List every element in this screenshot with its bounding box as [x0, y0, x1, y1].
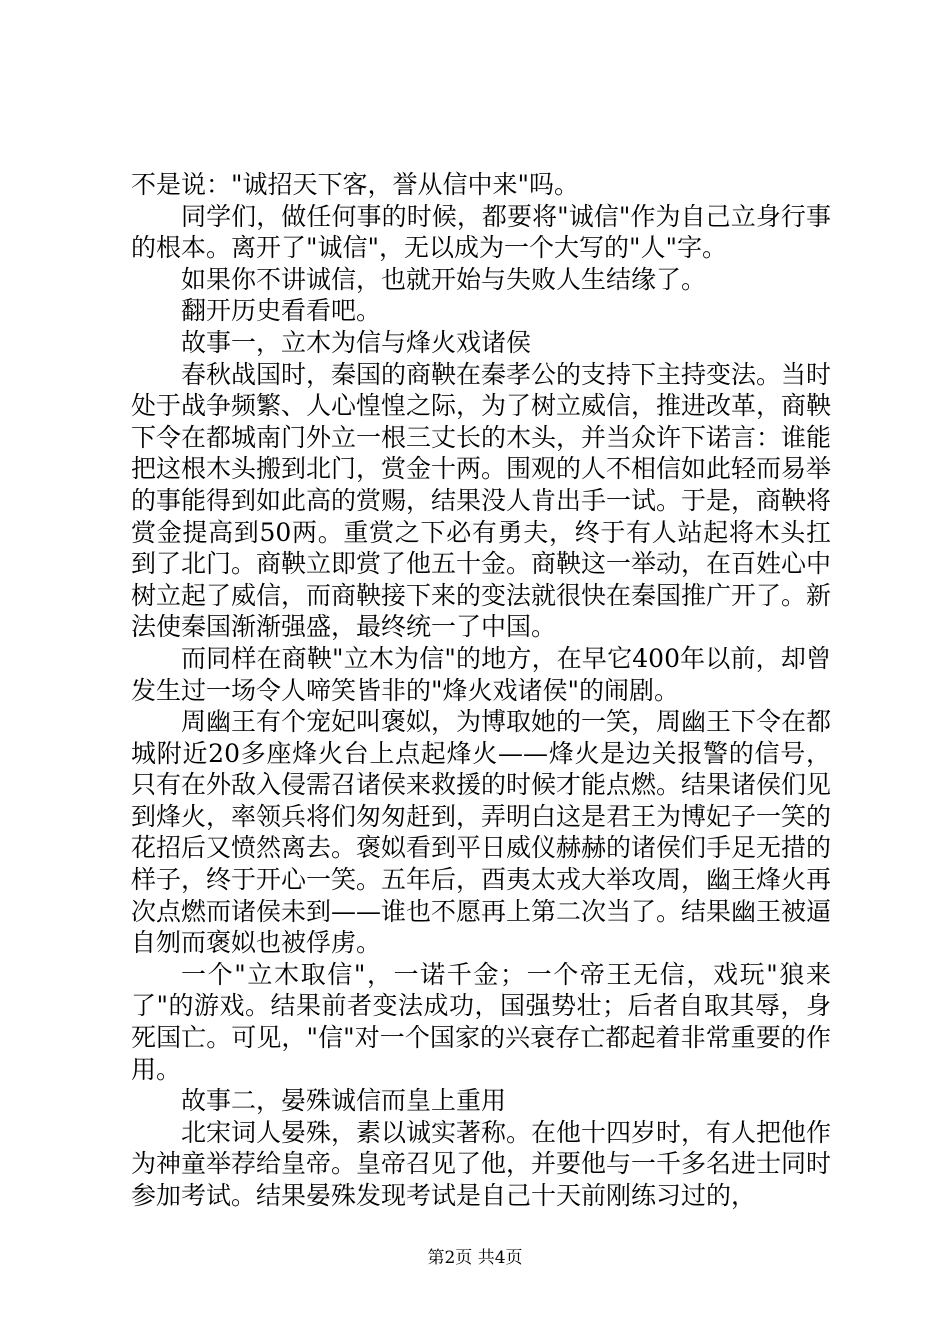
section-heading: 故事二，晏殊诚信而皇上重用	[181, 1086, 507, 1116]
page-number: 第2页 共4页	[427, 1248, 523, 1268]
page-footer	[0, 1243, 950, 1268]
paragraph-continuation: 不是说："诚招天下客，誉从信中来"吗。	[131, 170, 579, 199]
paragraph: 一个"立木取信"，一诺千金；一个帝王无信，戏玩"狼来了"的游戏。结果前者变法成功，国强势壮；后者自取其辱，身死国亡。可见，"信"对一个国家的兴衰存亡都起着非常重要的作用。	[131, 959, 831, 1084]
paragraph: 北宋词人晏殊，素以诚实著称。在他十四岁时，有人把他作为神童举荐给皇帝。皇帝召见了他，并要他与一千多名进士同时参加考试。结果晏殊发现考试是自己十天前刚练习过的，	[131, 1117, 832, 1210]
paragraph: 周幽王有个宠妃叫褒姒，为博取她的一笑，周幽王下令在都城附近20多座烽火台上点起烽火——烽火是边关报警的信号，只有在外敌入侵需召诸侯来救援的时候才能点燃。结果诸侯们见到烽火，率领兵将们匆匆赶到，弄明白这是君王为博妃子一笑的花招后又愤然离去。褒姒看到平日威仪赫赫的诸侯们手足无措的样子，终于开心一笑。五年后，酉夷太戎大举攻周，幽王烽火再次点燃而诸侯未到——谁也不愿再上第二次当了。结果幽王被逼自刎而褒姒也被俘虏。	[131, 707, 832, 958]
paragraph: 如果你不讲诚信，也就开始与失败人生结缘了。	[181, 264, 707, 294]
document-body	[131, 169, 831, 1212]
paragraph: 翻开历史看看吧。	[181, 296, 382, 326]
section-heading: 故事一，立木为信与烽火戏诸侯	[181, 327, 532, 357]
paragraph: 春秋战国时，秦国的商鞅在秦孝公的支持下主持变法。当时处于战争频繁、人心惶惶之际，为了树立威信，推进改革，商鞅下令在都城南门外立一根三丈长的木头，并当众许下诺言：谁能把这根木头搬到北门，赏金十两。围观的人不相信如此轻而易举的事能得到如此高的赏赐，结果没人肯出手一试。于是，商鞅将赏金提高到50两。重赏之下必有勇夫，终于有人站起将木头扛到了北门。商鞅立即赏了他五十金。商鞅这一举动，在百姓心中树立起了威信，而商鞅接下来的变法就很快在秦国推广开了。新法使秦国渐渐强盛，最终统一了中国。	[131, 359, 832, 642]
paragraph: 同学们，做任何事的时候，都要将"诚信"作为自己立身行事的根本。离开了"诚信"，无以成为一个大写的"人"字。	[131, 201, 831, 263]
paragraph: 而同样在商鞅"立木为信"的地方，在早它400年以前，却曾发生过一场令人啼笑皆非的"烽火戏诸侯"的闹剧。	[131, 643, 831, 705]
